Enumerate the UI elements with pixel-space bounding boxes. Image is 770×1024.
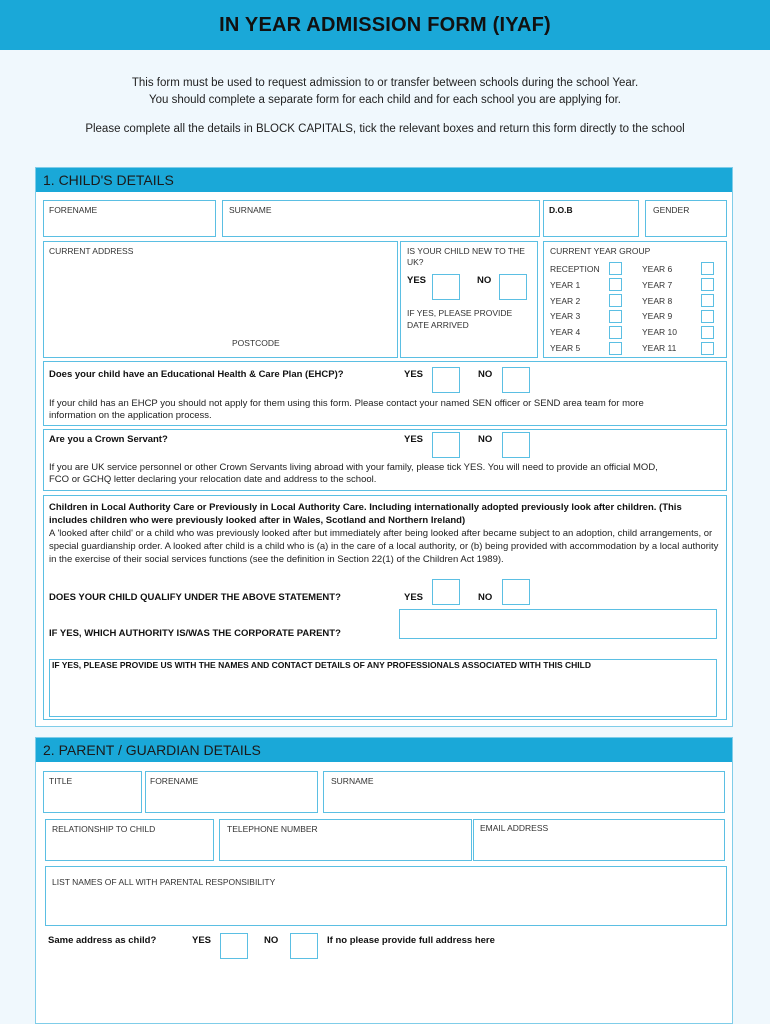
year-6-label: YEAR 6 (642, 264, 673, 274)
child-address-field[interactable] (43, 241, 398, 358)
intro-line-1: This form must be used to request admission to or transfer between schools during the school Year. (131, 77, 639, 89)
ehcp-note: If your child has an EHCP you should not apply for them using this form. Please contact your named SEN officer or SEND area team for more information on the application process. (49, 398, 644, 421)
looked-after-heading: Children in Local Authority Care or Previously in Local Authority Care. Including internationally adopted previously look after children. (This includes children who were previously looked after in Wales, Scotland and Northern Ireland) (49, 502, 682, 526)
professionals-question: IF YES, PLEASE PROVIDE US WITH THE NAMES AND CONTACT DETAILS OF ANY PROFESSIONALS ASSOCIATED WITH THIS CHILD (52, 660, 591, 670)
relationship-label: RELATIONSHIP TO CHILD (52, 824, 156, 834)
ehcp-no-checkbox[interactable] (502, 367, 530, 393)
new-to-uk-yes-checkbox[interactable] (432, 274, 460, 300)
email-label: EMAIL ADDRESS (480, 823, 549, 833)
ehcp-question: Does your child have an Educational Health & Care Plan (EHCP)? (49, 369, 344, 380)
crown-yes-checkbox[interactable] (432, 432, 460, 458)
same-address-yes-label: YES (192, 935, 212, 946)
intro-line-3: Please complete all the details in BLOCK CAPITALS, tick the relevant boxes and return this form directly to the school (85, 123, 685, 135)
crown-servant-note: If you are UK service personnel or other Crown Servants living abroad with your family, please tick YES. You will need to provide an official MOD, FCO or GCHQ letter declaring your relocation date and address to the school. (49, 462, 658, 485)
new-to-uk-question: IS YOUR CHILD NEW TO THE UK? (407, 246, 525, 267)
year-5-checkbox[interactable] (609, 342, 622, 355)
crown-yes-label: YES (404, 434, 424, 445)
year-reception-label: RECEPTION (550, 264, 600, 274)
child-address-label: CURRENT ADDRESS (49, 246, 134, 256)
new-to-uk-no-label: NO (477, 275, 492, 286)
childs-details-heading: 1. CHILD'S DETAILS (36, 168, 732, 192)
year-1-checkbox[interactable] (609, 278, 622, 291)
date-arrived-label: IF YES, PLEASE PROVIDE DATE ARRIVED (407, 308, 513, 330)
child-surname-label: SURNAME (229, 205, 272, 215)
parent-title-label: TITLE (49, 776, 73, 786)
same-address-question: Same address as child? (48, 935, 157, 946)
year-3-label: YEAR 3 (550, 311, 581, 321)
parent-surname-field[interactable] (323, 771, 725, 813)
year-8-label: YEAR 8 (642, 296, 673, 306)
parent-details-heading: 2. PARENT / GUARDIAN DETAILS (36, 738, 732, 762)
telephone-label: TELEPHONE NUMBER (227, 824, 318, 834)
same-address-no-checkbox[interactable] (290, 933, 318, 959)
year-2-checkbox[interactable] (609, 294, 622, 307)
year-group-label: CURRENT YEAR GROUP (550, 246, 651, 256)
year-10-checkbox[interactable] (701, 326, 714, 339)
corporate-parent-question: IF YES, WHICH AUTHORITY IS/WAS THE CORPORATE PARENT? (49, 628, 341, 639)
year-4-label: YEAR 4 (550, 327, 581, 337)
year-9-checkbox[interactable] (701, 310, 714, 323)
child-dob-label: D.O.B (549, 205, 573, 215)
qualify-yes-label: YES (404, 592, 424, 603)
qualify-yes-checkbox[interactable] (432, 579, 460, 605)
same-address-yes-checkbox[interactable] (220, 933, 248, 959)
crown-no-label: NO (478, 434, 493, 445)
year-3-checkbox[interactable] (609, 310, 622, 323)
year-11-label: YEAR 11 (642, 343, 677, 353)
year-11-checkbox[interactable] (701, 342, 714, 355)
form-title: IN YEAR ADMISSION FORM (IYAF) (219, 14, 551, 36)
year-10-label: YEAR 10 (642, 327, 677, 337)
year-4-checkbox[interactable] (609, 326, 622, 339)
ehcp-no-label: NO (478, 369, 493, 380)
year-5-label: YEAR 5 (550, 343, 581, 353)
full-address-label: If no please provide full address here (327, 935, 495, 946)
crown-servant-question: Are you a Crown Servant? (49, 434, 168, 445)
year-8-checkbox[interactable] (701, 294, 714, 307)
looked-after-body: A 'looked after child' or a child who was previously looked after but immediately after being looked after became subject to an adoption, child arrangements, or special guardianship order. A looked after child is a child who is (a) in the care of a local authority, or (b) being provided with accommodation by a local authority in the exercise of their social services functions (see the definition in Section 22(1) of the Children Act 1989). (49, 528, 719, 565)
qualify-question: DOES YOUR CHILD QUALIFY UNDER THE ABOVE STATEMENT? (49, 592, 341, 603)
parent-forename-label: FORENAME (150, 776, 199, 786)
child-postcode-label: POSTCODE (232, 338, 280, 348)
parental-responsibility-field[interactable] (45, 866, 727, 926)
child-forename-label: FORENAME (49, 205, 98, 215)
year-9-label: YEAR 9 (642, 311, 673, 321)
year-7-checkbox[interactable] (701, 278, 714, 291)
child-gender-label: GENDER (653, 205, 690, 215)
new-to-uk-yes-label: YES (407, 275, 427, 286)
corporate-parent-field[interactable] (399, 609, 717, 639)
qualify-no-label: NO (478, 592, 493, 603)
year-7-label: YEAR 7 (642, 280, 673, 290)
parental-responsibility-label: LIST NAMES OF ALL WITH PARENTAL RESPONSIBILITY (52, 877, 276, 887)
qualify-no-checkbox[interactable] (502, 579, 530, 605)
ehcp-yes-label: YES (404, 369, 424, 380)
year-1-label: YEAR 1 (550, 280, 581, 290)
crown-no-checkbox[interactable] (502, 432, 530, 458)
year-reception-checkbox[interactable] (609, 262, 622, 275)
same-address-no-label: NO (264, 935, 279, 946)
intro-line-2: You should complete a separate form for each child and for each school you are applying for. (148, 94, 621, 106)
ehcp-yes-checkbox[interactable] (432, 367, 460, 393)
year-2-label: YEAR 2 (550, 296, 581, 306)
new-to-uk-no-checkbox[interactable] (499, 274, 527, 300)
parent-surname-label: SURNAME (331, 776, 374, 786)
year-6-checkbox[interactable] (701, 262, 714, 275)
